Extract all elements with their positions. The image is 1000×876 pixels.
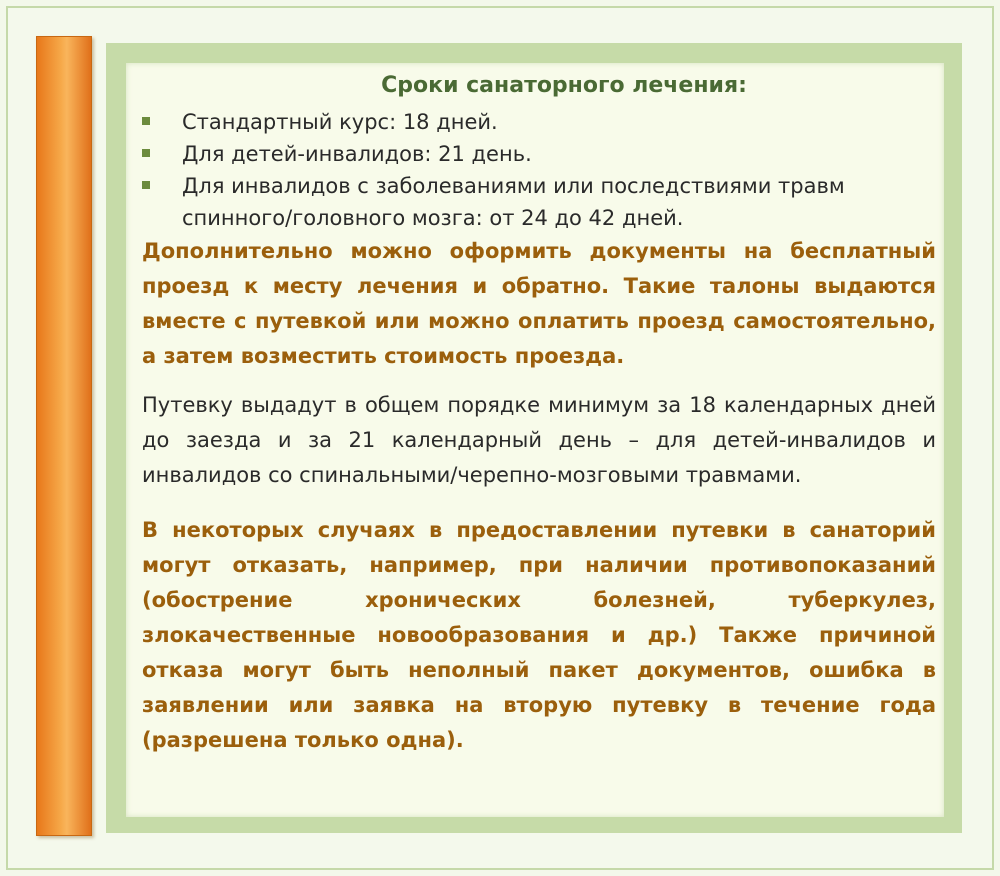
square-bullet-icon: [142, 149, 150, 157]
list-item: [142, 106, 936, 138]
bullet-list: [142, 106, 936, 234]
list-item-text: Стандартный курс: 18 дней.: [182, 110, 498, 134]
list-item: [142, 138, 936, 170]
list-item-text: Для инвалидов с заболеваниями или последствиями травм спинного/головного мозга: от 24 до 42 дней.: [182, 174, 845, 230]
text-area: [142, 70, 936, 758]
list-item-text: Для детей-инвалидов: 21 день.: [182, 142, 532, 166]
travel-paragraph: Дополнительно можно оформить документы на бесплатный проезд к месту лечения и обратно. Такие талоны выдаются вместе с путевкой или можно оплатить проезд самостоятельно, а затем возместить стоимость проезда.: [142, 239, 936, 368]
list-item: [142, 170, 936, 234]
page-title: Сроки санаторного лечения:: [381, 73, 747, 98]
square-bullet-icon: [142, 181, 150, 189]
refusal-paragraph: В некоторых случаях в предоставлении путевки в санаторий могут отказать, например, при наличии противопоказаний (обострение хронических болезней, туберкулез, злокачественные новообразования и др.) Также причиной отказа могут быть неполный пакет документов, ошибка в заявлении или заявка на вторую путевку в течение года (разрешена только одна).: [142, 518, 936, 752]
accent-bar: [36, 36, 92, 836]
issue-paragraph: Путевку выдадут в общем порядке минимум за 18 календарных дней до заезда и за 21 календарный день – для детей-инвалидов и инвалидов со спинальными/черепно-мозговыми травмами.: [142, 393, 936, 487]
square-bullet-icon: [142, 117, 150, 125]
